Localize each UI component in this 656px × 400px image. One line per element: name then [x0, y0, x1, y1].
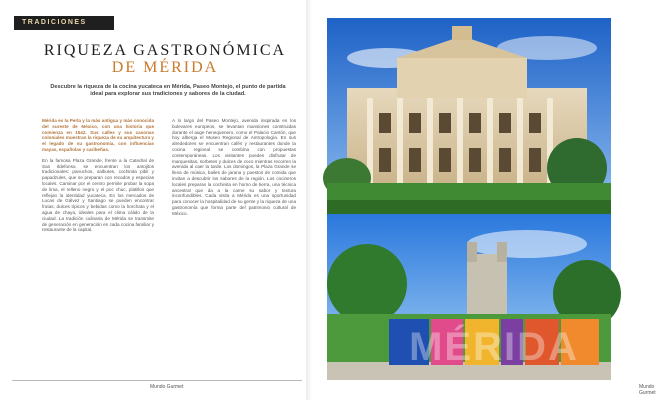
left-page — [0, 0, 309, 400]
title-line-1: RIQUEZA GASTRONÓMICA — [43, 42, 287, 59]
article-dek: Descubre la riqueza de la cocina yucateca en Mérida, Paseo Montejo, el punto de partida ideal para explorar sus tradiciones y sabores de la ciudad. — [50, 84, 286, 97]
body-paragraph-a: En la famosa Plaza Grande, frente a la Catedral de San Ildefonso, se encuentran los antojitos tradicionales: panuchos, salbutes, cochinita pibil y papadzules, que se preparan con recados y especias locales. Caminar por el centro permite probar la sopa de lima, el relleno negro y el poc chuc, platillos que reflejan la identidad yucateca. En los mercados de Lucas de Gálvez y Santiago se pueden encontrar frutas, dulces típicos y bebidas como la horchata y el agua de chaya, ideales para el clima cálido de la ciudad. La tradición culinaria de Mérida se transmite de generación en generación en cada cocina familiar y restaurante de la capital. — [42, 157, 154, 233]
lead-paragraph: Mérida es la Perla y la más antigua y más conocida del sureste de México, con una historia que comienza en 1542. Sus calles y sus casonas coloniales muestran la riqueza de su arquitectura y el legado de su gastronomía, con influencias mayas, españolas y caribeñas. — [42, 118, 154, 152]
palace-photo — [327, 18, 611, 214]
sign-text: MÉRIDA — [409, 325, 579, 369]
merida-letters-photo — [327, 214, 611, 380]
palace-illustration — [327, 18, 611, 214]
gutter — [306, 0, 312, 400]
section-tab: TRADICIONES — [14, 16, 114, 30]
footer-right: Mundo Gurmet — [639, 384, 656, 396]
merida-letters-illustration — [327, 214, 611, 380]
right-page — [309, 0, 656, 400]
text-column-a — [42, 118, 154, 370]
text-column-b — [172, 118, 296, 370]
title-line-2: DE MÉRIDA — [111, 59, 219, 76]
footer-rule — [12, 380, 302, 381]
body-paragraph-b: A lo largo del Paseo Montejo, avenida inspirada en los bulevares europeos, se levantan mansiones construidas durante el auge henequenero, como el Palacio Cantón, que hoy alberga el Museo Regional de Antropología. En sus alrededores se encuentran cafés y restaurantes donde la cocina regional se combina con propuestas contemporáneas. Los visitantes pueden disfrutar de marquesitas, sorbetes y dulces de coco mientras recorren la avenida al caer la tarde. Los domingos, la Plaza Grande se llena de música, bailes de jarana y puestos de comida que invitan a descubrir los sabores de la región. Los cocineros locales preparan la cochinita en horno de tierra, una técnica ancestral que da a la carne su sabor y textura inconfundibles. Cada visita a Mérida es una oportunidad para conocer la hospitalidad de su gente y la riqueza de una gastronomía que forma parte del patrimonio cultural de México. — [172, 118, 296, 216]
article-title — [40, 42, 290, 76]
footer-left: Mundo Gurmet — [150, 384, 184, 390]
